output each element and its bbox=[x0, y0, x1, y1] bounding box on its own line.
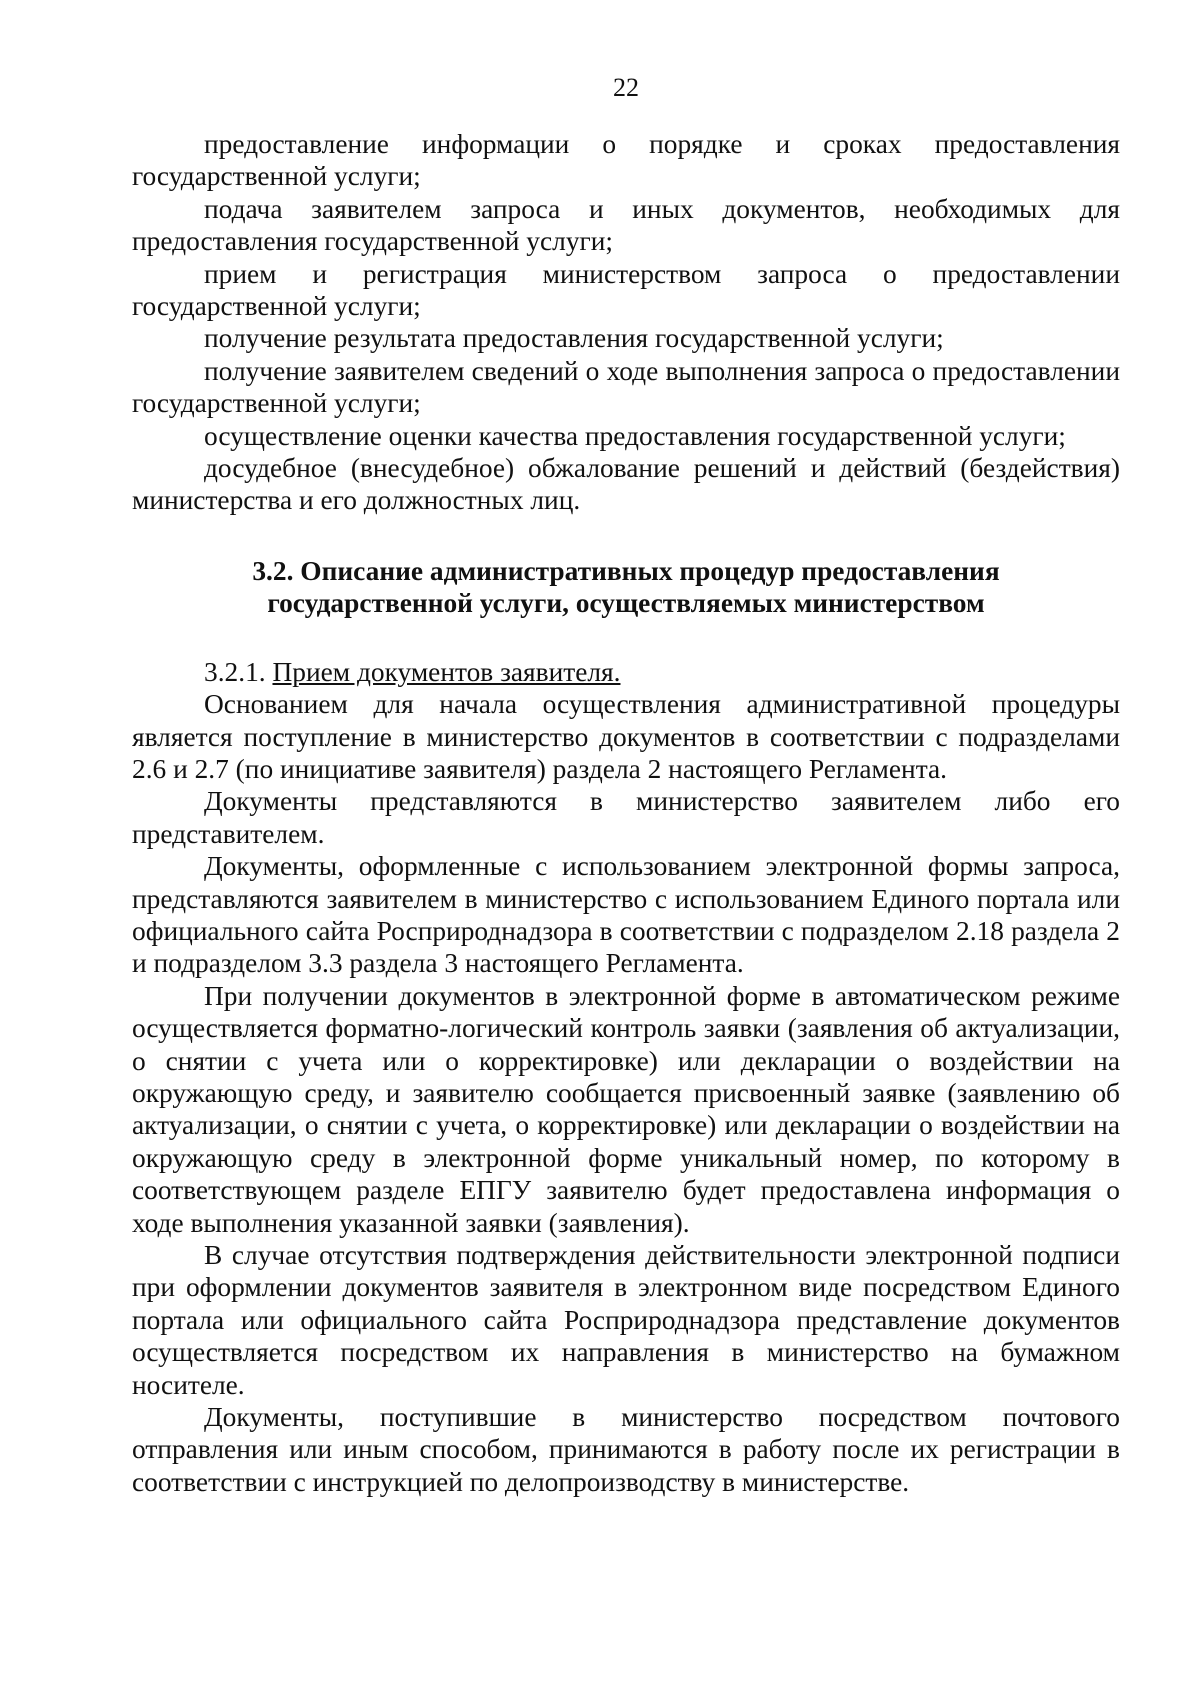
paragraph: При получении документов в электронной форме в автоматическом режиме осуществляется форматно-логический контроль заявки (заявления об актуализации, о снятии с учета или о корректировке) или декларации о воздействии на окружающую среду, и заявителю сообщается присвоенный заявке (заявлению об актуализации, о снятии с учета, о корректировке) или декларации о воздействии на окружающую среду в электронной форме уникальный номер, по которому в соответствующем разделе ЕПГУ заявителю будет предоставлена информация о ходе выполнения указанной заявки (заявления). bbox=[132, 980, 1120, 1238]
subsection-title: Прием документов заявителя. bbox=[272, 656, 621, 687]
section-heading bbox=[132, 555, 1120, 620]
list-item: досудебное (внесудебное) обжалование решений и действий (бездействия) министерства и его должностных лиц. bbox=[132, 453, 1120, 516]
subsection-heading bbox=[132, 656, 1120, 688]
section-heading-line-1: 3.2. Описание административных процедур предоставления bbox=[252, 555, 1000, 586]
document-page bbox=[132, 0, 1120, 1698]
list-item: получение результата предоставления государственной услуги; bbox=[204, 323, 944, 354]
subsection-number: 3.2.1. bbox=[204, 656, 273, 687]
list-item: прием и регистрация министерством запроса о предоставлении государственной услуги; bbox=[132, 258, 1120, 322]
section-heading-line-2: государственной услуги, осуществляемых министерством bbox=[267, 588, 985, 619]
list-item: предоставление информации о порядке и сроках предоставления государственной услуги; bbox=[132, 129, 1120, 192]
list-item: получение заявителем сведений о ходе выполнения запроса о предоставлении государственной услуги; bbox=[132, 355, 1120, 419]
paragraph: Документы, поступившие в министерство посредством почтового отправления или иным способом, принимаются в работу после их регистрации в соответствии с инструкцией по делопроизводству в министерстве. bbox=[132, 1402, 1120, 1497]
list-item: подача заявителем запроса и иных документов, необходимых для предоставления государственной услуги; bbox=[132, 193, 1120, 257]
paragraph: Документы, оформленные с использованием электронной формы запроса, представляются заявителем в министерство с использованием Единого портала или официального сайта Росприроднадзора в соответствии с подразделом 2.18 раздела 2 и подразделом 3.3 раздела 3 настоящего Регламента. bbox=[132, 851, 1120, 979]
document-body bbox=[132, 128, 1120, 1498]
paragraph: В случае отсутствия подтверждения действительности электронной подписи при оформлении документов заявителя в электронном виде посредством Единого портала или официального сайта Росприроднадзора представление документов осуществляется посредством их направления в министерство на бумажном носителе. bbox=[132, 1240, 1120, 1400]
paragraph: Основанием для начала осуществления административной процедуры является поступление в министерство документов в соответствии с подразделами 2.6 и 2.7 (по инициативе заявителя) раздела 2 настоящего Регламента. bbox=[132, 689, 1120, 784]
paragraph: Документы представляются в министерство заявителем либо его представителем. bbox=[132, 786, 1120, 849]
page-number: 22 bbox=[613, 73, 639, 102]
list-item: осуществление оценки качества предоставления государственной услуги; bbox=[204, 420, 1066, 451]
